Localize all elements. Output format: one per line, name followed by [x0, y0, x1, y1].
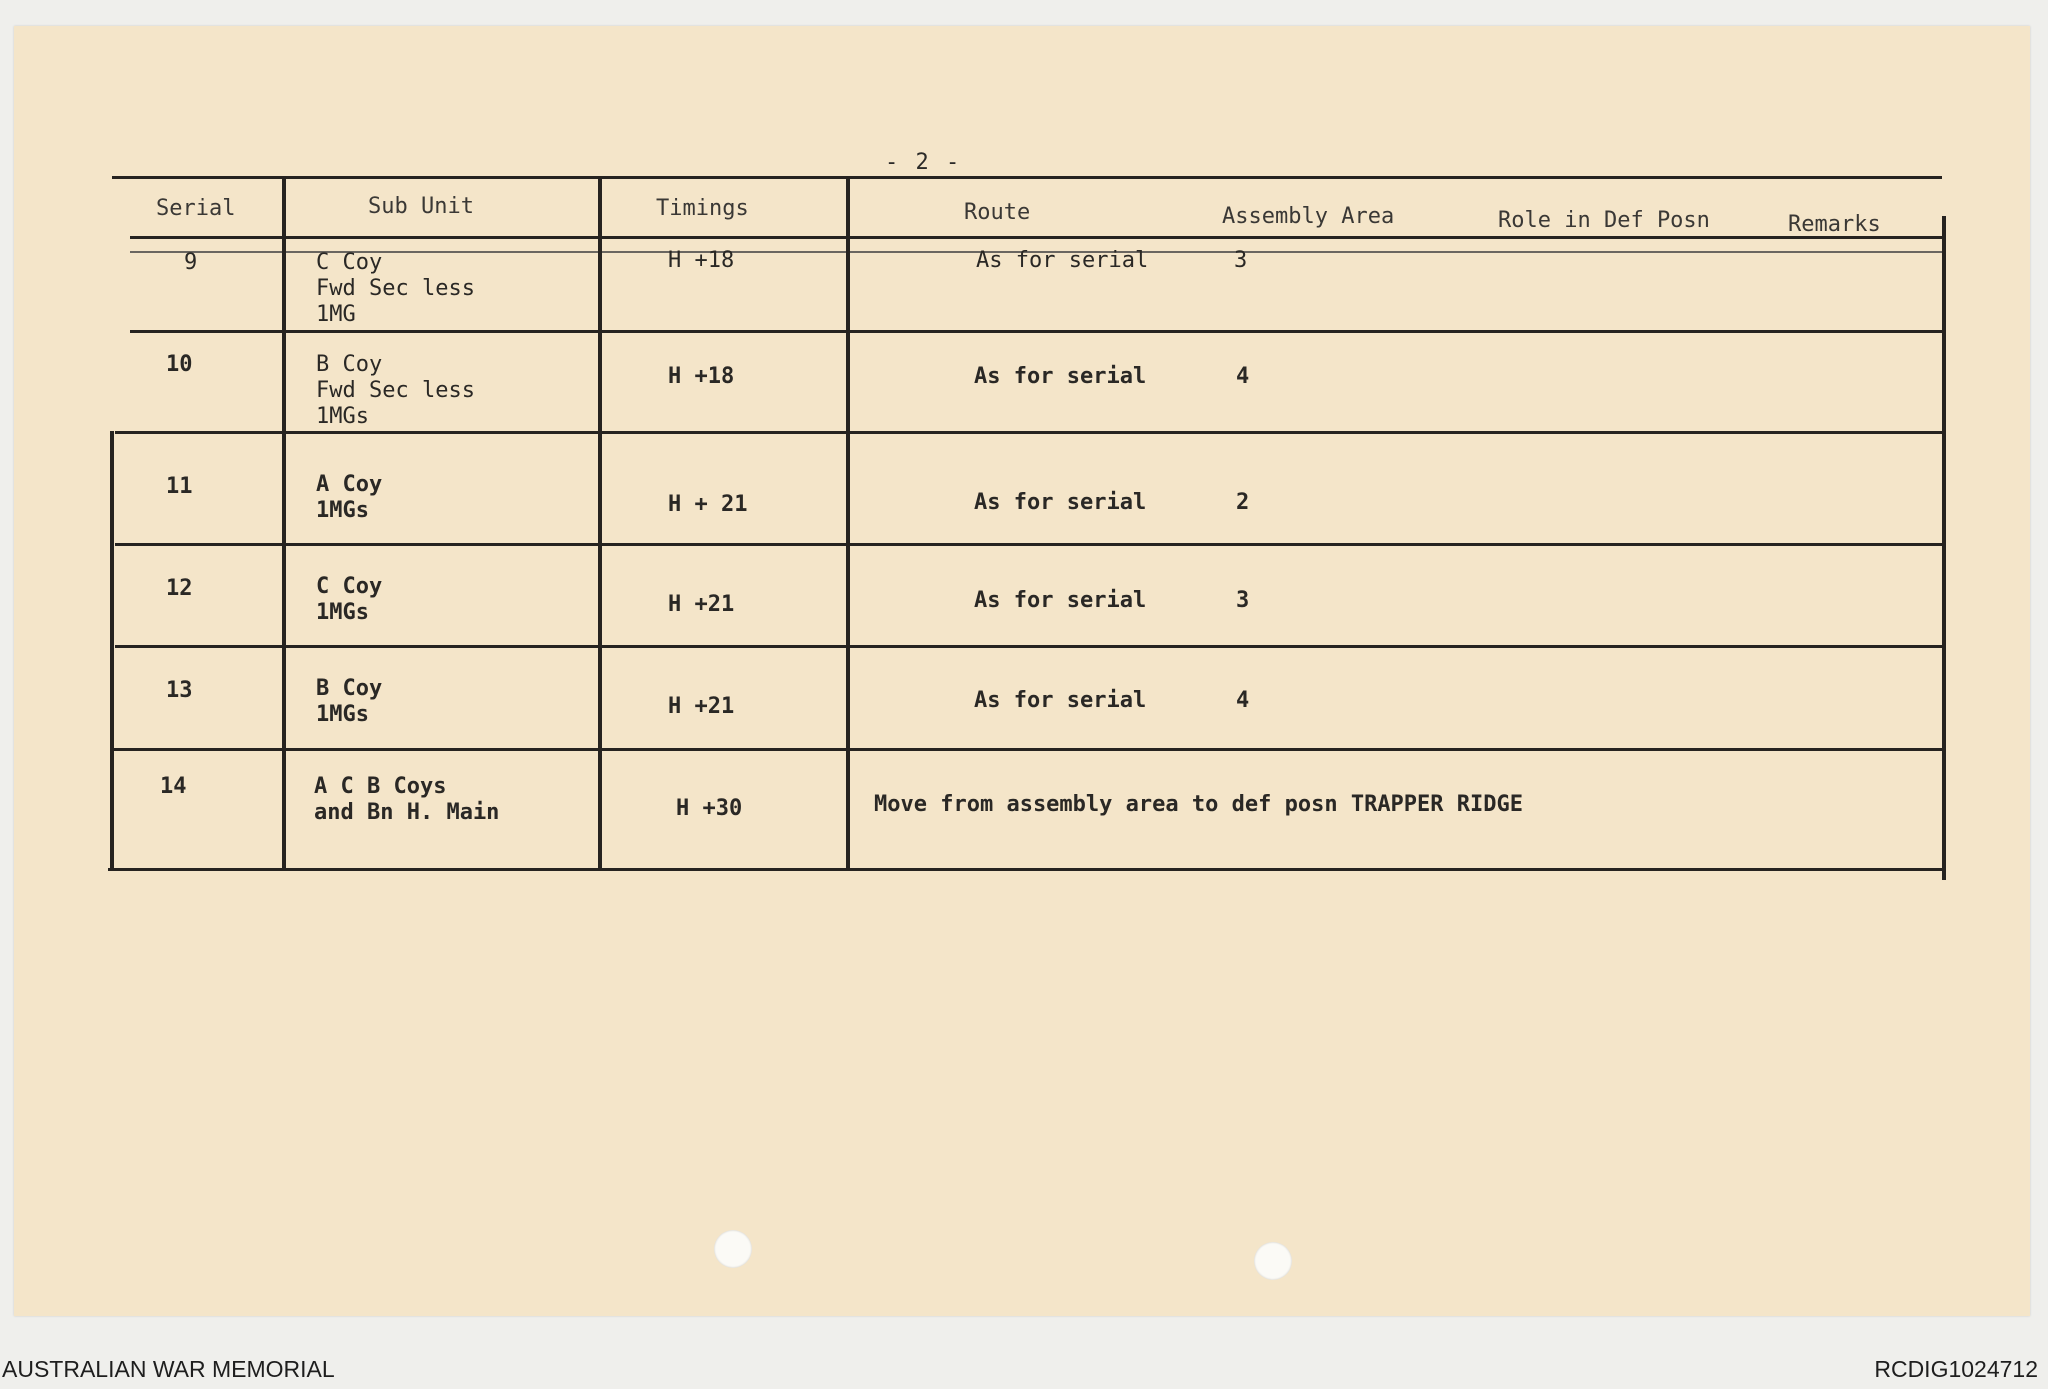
- row-timing: H +30: [676, 796, 743, 821]
- punch-hole: [1254, 1242, 1292, 1280]
- table-rule-row: [115, 543, 1942, 546]
- row-sub-unit: A C B Coys and Bn H. Main: [314, 774, 500, 825]
- row-assembly: 3: [1234, 248, 1248, 273]
- row-route: As for serial: [974, 364, 1147, 389]
- header-route: Route: [964, 200, 1031, 225]
- table-rule-header: [130, 236, 1942, 239]
- row-timing: H +18: [668, 248, 735, 273]
- table-col-rule: [1942, 216, 1946, 880]
- row-serial: 14: [160, 774, 187, 799]
- table-col-rule: [282, 178, 286, 868]
- table-col-rule: [846, 178, 850, 868]
- row-sub-unit: C Coy Fwd Sec less 1MG: [316, 250, 475, 327]
- row-assembly: 3: [1236, 588, 1250, 613]
- table-col-rule: [598, 178, 602, 868]
- page-number: - 2 -: [885, 150, 962, 175]
- row-route: Move from assembly area to def posn TRAPPER RIDGE: [874, 792, 1524, 817]
- row-serial: 10: [166, 352, 193, 377]
- row-sub-unit: B Coy 1MGs: [316, 676, 383, 727]
- header-timings: Timings: [656, 196, 749, 221]
- row-sub-unit: C Coy 1MGs: [316, 574, 383, 625]
- row-timing: H +18: [668, 364, 735, 389]
- row-sub-unit: A Coy 1MGs: [316, 472, 383, 523]
- row-route: As for serial: [974, 588, 1147, 613]
- row-serial: 9: [184, 250, 198, 275]
- row-route: As for serial: [976, 248, 1149, 273]
- table-rule-row: [130, 330, 1942, 333]
- table-rule-top: [112, 176, 1942, 179]
- row-sub-unit: B Coy Fwd Sec less 1MGs: [316, 352, 475, 429]
- table-rule-bottom: [108, 868, 1944, 871]
- row-serial: 13: [166, 678, 193, 703]
- table-col-rule: [110, 431, 114, 871]
- table-rule-row: [115, 431, 1942, 434]
- row-route: As for serial: [974, 490, 1147, 515]
- row-assembly: 4: [1236, 688, 1250, 713]
- row-timing: H + 21: [668, 492, 748, 517]
- row-assembly: 4: [1236, 364, 1250, 389]
- header-role: Role in Def Posn: [1498, 208, 1710, 233]
- header-serial: Serial: [156, 196, 236, 221]
- row-timing: H +21: [668, 694, 735, 719]
- row-route: As for serial: [974, 688, 1147, 713]
- row-timing: H +21: [668, 592, 735, 617]
- footer-institution: AUSTRALIAN WAR MEMORIAL: [2, 1356, 335, 1382]
- row-serial: 12: [166, 576, 193, 601]
- table-rule-row: [115, 645, 1942, 648]
- header-sub-unit: Sub Unit: [368, 194, 474, 219]
- header-assembly-area: Assembly Area: [1222, 204, 1395, 229]
- punch-hole: [714, 1230, 752, 1268]
- footer-catalog-id: RCDIG1024712: [1874, 1356, 2038, 1382]
- row-assembly: 2: [1236, 490, 1250, 515]
- table-rule-row: [110, 748, 1942, 751]
- header-remarks: Remarks: [1788, 212, 1881, 237]
- row-serial: 11: [166, 474, 193, 499]
